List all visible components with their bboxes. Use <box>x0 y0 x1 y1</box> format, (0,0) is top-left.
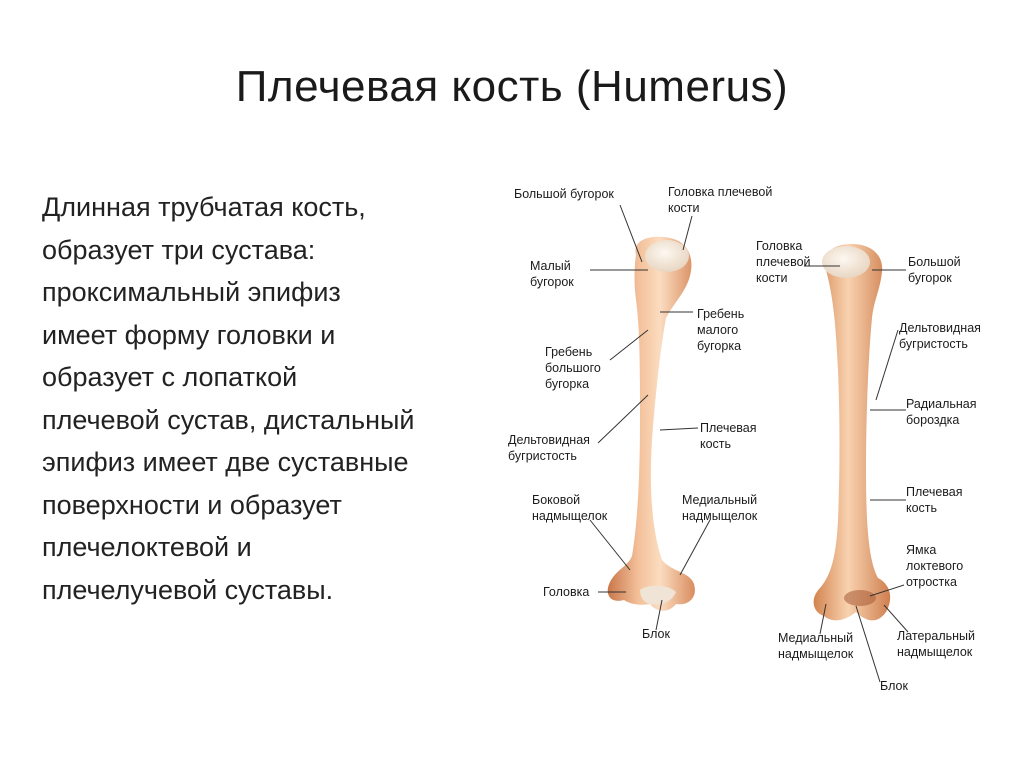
description-line: образует три сустава: <box>42 234 316 265</box>
label-trochlea-anterior: Блок <box>642 627 670 641</box>
label-head-anterior: Головка плечевой кости <box>668 185 773 215</box>
label-trochlea-posterior: Блок <box>880 679 908 693</box>
label-crest-greater-tubercle: Гребень большого бугорка <box>545 345 601 391</box>
description-line: плечелоктевой и <box>42 532 252 562</box>
posterior-head <box>822 246 870 278</box>
label-radial-groove: Радиальная бороздка <box>906 397 977 427</box>
anterior-humerus <box>608 237 695 611</box>
label-head-posterior: Головка плечевой кости <box>756 239 811 285</box>
label-capitulum: Головка <box>543 585 590 599</box>
label-olecranon-fossa: Ямка локтевого отростка <box>906 543 964 589</box>
posterior-bone-shape <box>814 244 891 620</box>
slide-title: Плечевая кость (Humerus) <box>235 62 789 111</box>
label-greater-tubercle-anterior: Большой бугорок <box>514 187 614 201</box>
label-lateral-epicondyle-posterior: Латеральный надмыщелок <box>897 629 975 659</box>
label-lesser-tubercle: Малый бугорок <box>530 259 574 289</box>
posterior-humerus <box>814 244 891 620</box>
label-medial-epicondyle-anterior: Медиальный надмыщелок <box>682 493 758 523</box>
description-line: имеет форму головки и <box>42 319 336 350</box>
label-lateral-epicondyle-anterior: Боковой надмыщелок <box>532 493 608 523</box>
description-line: Длинная трубчатая кость, <box>42 192 366 222</box>
label-medial-epicondyle-posterior: Медиальный надмыщелок <box>778 631 854 661</box>
description-line: проксимальный эпифиз <box>42 277 341 307</box>
description-line: образует с лопаткой <box>42 362 298 392</box>
description-line: эпифиз имеет две суставные <box>42 447 409 477</box>
label-deltoid-tuberosity-anterior: Дельтовидная бугристость <box>508 433 590 463</box>
olecranon-fossa-shape <box>844 590 876 606</box>
description-line: плечевой сустав, дистальный <box>42 404 415 435</box>
description-line: поверхности и образует <box>42 489 342 520</box>
anterior-head <box>645 240 689 272</box>
label-body-posterior: Плечевая кость <box>906 485 963 515</box>
description-line: плечелучевой суставы. <box>42 574 334 605</box>
label-greater-tubercle-posterior: Большой бугорок <box>908 255 961 285</box>
label-deltoid-tuberosity-posterior: Дельтовидная бугристость <box>899 321 981 351</box>
anterior-bone-shape <box>608 237 695 611</box>
label-crest-lesser-tubercle: Гребень малого бугорка <box>697 307 745 353</box>
label-body-anterior: Плечевая кость <box>700 421 757 451</box>
